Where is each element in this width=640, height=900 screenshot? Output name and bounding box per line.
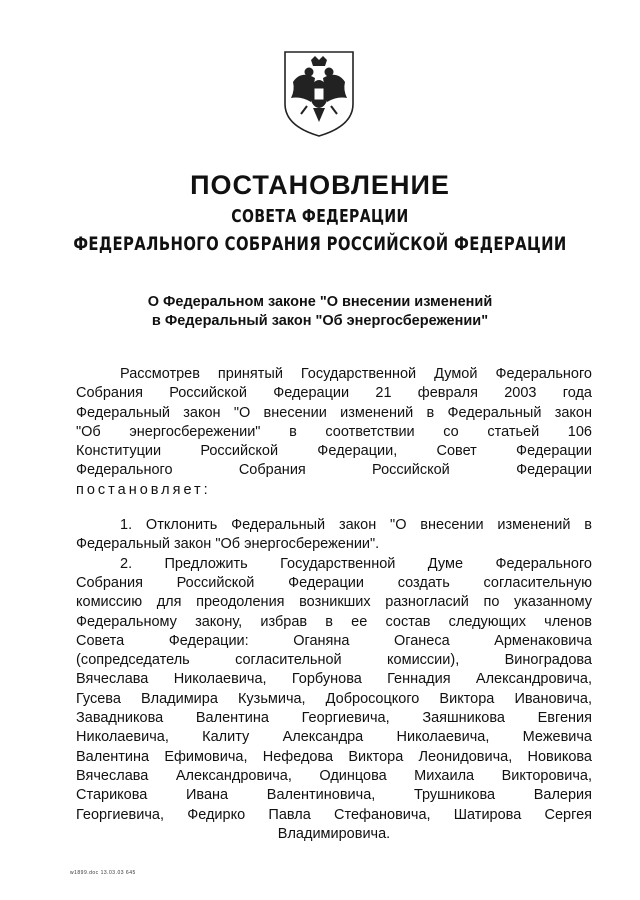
item-2-paragraph [76,555,592,844]
text-line: Собрания Российской Федерации 21 февраля 2003 года [76,385,592,402]
coat-of-arms-emblem [281,48,357,138]
issuer-line-2: ФЕДЕРАЛЬНОГО СОБРАНИЯ РОССИЙСКОЙ ФЕДЕРАЦИИ [73,233,567,255]
text-line: Федеральный закон "Об энергосбережении". [76,536,380,553]
text-line: Владимировича. [277,825,391,842]
law-title [0,293,640,331]
issuer-line-1: СОВЕТА ФЕДЕРАЦИИ [231,206,409,227]
text-line: Старикова Ивана Валентиновича, Трушникова Валерия [76,787,592,804]
text-line: "Об энергосбережении" в соответствии со статьей 106 [76,423,592,440]
text-line: комиссию для преодоления возникших разногласий по указанному [76,594,592,611]
text-line: Конституции Российской Федерации, Совет Федерации [76,443,592,460]
text-line: Федеральный закон "О внесении изменений в Федеральный закон [76,404,592,421]
text-line: (сопредседатель согласительной комиссии), Виноградова [76,652,592,669]
text-line: Совета Федерации: Оганяна Оганеса Арменаковича [76,632,592,649]
document-code: w1899.doc 13.03.03 645 [70,870,136,876]
text-line: Рассмотрев принятый Государственной Думой Федерального [120,366,592,382]
text-line: 1. Отклонить Федеральный закон "О внесении изменений в [120,517,592,534]
text-line: Вячеслава Николаевича, Горбунова Геннадия Александровича, [76,671,592,688]
preamble-paragraph [76,365,592,500]
text-line: Валентина Ефимовича, Нефедова Виктора Леонидовича, Новикова [76,748,592,765]
text-line: 2. Предложить Государственной Думе Федерального [120,555,592,572]
document-title: ПОСТАНОВЛЕНИЕ [190,170,450,200]
text-line: Собрания Российской Федерации создать согласительную [76,574,592,591]
law-title-line: в Федеральный закон "Об энергосбережении" [151,313,489,329]
text-line: Федеральному закону, избрав в ее состав следующих членов [76,613,592,630]
text-line: Завадникова Валентина Георгиевича, Заяшникова Евгения [76,710,592,727]
text-line: Георгиевича, Федирко Павла Стефановича, Шатирова Сергея [76,806,592,823]
text-line: Федерального Собрания Российской Федерации [76,462,592,479]
item-1-paragraph [76,516,592,555]
text-line: Гусева Владимира Кузьмича, Доброcоцкого Виктора Ивановича, [76,690,592,707]
text-line: Николаевича, Калиту Александра Николаевича, Межевича [76,729,592,746]
law-title-line: О Федеральном законе "О внесении изменений [147,294,493,310]
text-line: Вячеслава Александровича, Одинцова Михаила Викторовича, [76,767,592,784]
document-body [76,365,592,844]
resolves-word: постановляет: [76,481,211,498]
